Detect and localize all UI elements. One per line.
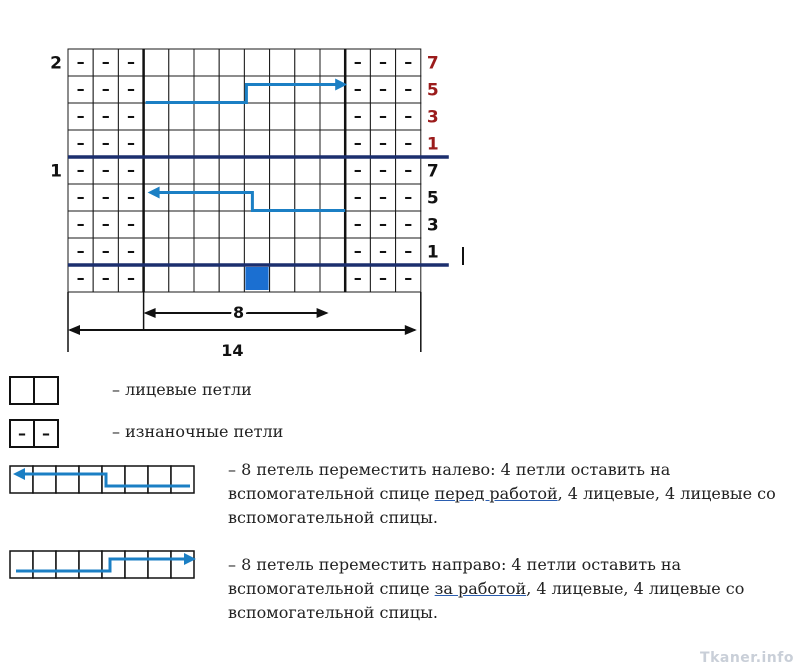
grid-cell [194, 103, 219, 130]
grid-cell [320, 103, 345, 130]
grid-cell [144, 238, 169, 265]
purl-symbol: – [404, 214, 413, 234]
purl-symbol: – [404, 268, 413, 288]
cable-left-prefix: – 8 петель переместить налево: 4 петли оставить на вспомогательной спице [228, 460, 671, 503]
legend-knit-text: – лицевые петли [112, 380, 252, 399]
grid-cell [320, 184, 345, 211]
purl-symbol: – [404, 187, 413, 207]
row-number: 5 [426, 80, 439, 101]
grid-cell [194, 211, 219, 238]
purl-symbol: – [353, 241, 362, 261]
purl-symbol: – [353, 133, 362, 153]
grid-cell [169, 265, 194, 292]
purl-symbol: – [127, 214, 135, 234]
legend-knit-cell [10, 377, 34, 404]
grid-cell [219, 49, 244, 76]
purl-symbol: – [353, 160, 362, 180]
grid-cell [244, 76, 269, 103]
grid-cell [295, 130, 320, 157]
purl-symbol: – [76, 106, 85, 126]
grid-cell [219, 184, 244, 211]
purl-symbol: – [127, 79, 135, 99]
row-number: 1 [426, 242, 439, 263]
purl-symbol: – [404, 160, 413, 180]
grid-cell [219, 76, 244, 103]
watermark: Tkaner.info [700, 650, 794, 666]
row-number: 5 [426, 188, 439, 209]
legend-cable-left-cell [33, 466, 56, 493]
grid-cell [270, 103, 295, 130]
purl-symbol: – [379, 160, 387, 180]
purl-symbol: – [404, 133, 413, 153]
row-number: 1 [426, 134, 439, 155]
legend-cable-left-cell [56, 466, 79, 493]
purl-symbol: – [76, 214, 85, 234]
grid-cell [270, 265, 295, 292]
purl-symbol: – [127, 133, 135, 153]
grid-cell [244, 103, 269, 130]
legend-cable-right-cell [79, 551, 102, 578]
legend-cable-right-cell [10, 551, 33, 578]
purl-symbol: – [127, 241, 135, 261]
purl-symbol: – [379, 52, 387, 72]
purl-symbol: – [76, 52, 85, 72]
legend-cable-left-cell [79, 466, 102, 493]
grid-cell [144, 265, 169, 292]
purl-symbol: – [353, 79, 362, 99]
purl-symbol: – [101, 187, 110, 207]
purl-symbol: – [404, 79, 413, 99]
grid-cell [295, 238, 320, 265]
purl-symbol: – [101, 106, 110, 126]
grid-cell [144, 184, 169, 211]
purl-symbol: – [76, 160, 85, 180]
grid-cell [144, 103, 169, 130]
grid-cell [320, 157, 345, 184]
purl-symbol: – [379, 241, 387, 261]
row-number: 3 [426, 215, 439, 236]
grid-cell [169, 130, 194, 157]
filled-cell [245, 267, 268, 290]
grid-cell [194, 265, 219, 292]
legend-cable-left-text [228, 458, 798, 530]
grid-cell [219, 238, 244, 265]
grid-cell [270, 76, 295, 103]
grid-cell [169, 211, 194, 238]
purl-symbol: – [76, 241, 85, 261]
cable-left-suffix: , 4 лицевые, 4 лицевые со вспомогательной спицы. [228, 484, 776, 527]
legend-cable-right-cell [148, 551, 171, 578]
grid-cell [244, 238, 269, 265]
grid-cell [270, 157, 295, 184]
purl-symbol: – [127, 106, 135, 126]
grid-cell [169, 238, 194, 265]
grid-cell [169, 157, 194, 184]
grid-cell [295, 103, 320, 130]
legend-cable-right-cell [56, 551, 79, 578]
legend-cable-left-cell [171, 466, 194, 493]
purl-symbol: – [379, 187, 387, 207]
grid-cell [270, 49, 295, 76]
grid-cell [244, 49, 269, 76]
dim-inner-arrow-head-right [317, 308, 329, 318]
dim-total-label: 14 [221, 341, 244, 360]
grid-cell [244, 130, 269, 157]
purl-symbol: – [379, 214, 387, 234]
legend-cable-right-text [228, 553, 798, 625]
grid-cell [320, 130, 345, 157]
grid-cell [320, 49, 345, 76]
grid-cell [169, 76, 194, 103]
purl-symbol: – [127, 268, 135, 288]
legend-cable-right-cell [33, 551, 56, 578]
legend-cable-right-cell [171, 551, 194, 578]
grid-cell [295, 184, 320, 211]
grid-cell [244, 211, 269, 238]
purl-symbol: – [101, 133, 110, 153]
legend-cable-left-cell [148, 466, 171, 493]
purl-symbol: – [379, 106, 387, 126]
cable-left-link: перед работой [434, 484, 558, 503]
legend-purl-symbol: – [18, 424, 26, 443]
purl-symbol: – [127, 187, 135, 207]
grid-cell [144, 76, 169, 103]
grid-cell [295, 157, 320, 184]
purl-symbol: – [353, 52, 362, 72]
purl-symbol: – [127, 52, 135, 72]
grid-cell [169, 103, 194, 130]
purl-symbol: – [76, 79, 85, 99]
purl-symbol: – [101, 268, 110, 288]
purl-symbol: – [101, 52, 110, 72]
purl-symbol: – [101, 160, 110, 180]
purl-symbol: – [379, 268, 387, 288]
grid-cell [270, 238, 295, 265]
dim-inner-arrow-head-left [144, 308, 156, 318]
grid-cell [144, 49, 169, 76]
grid-cell [194, 76, 219, 103]
legend-knit-cell [34, 377, 58, 404]
grid-cell [320, 265, 345, 292]
cable-right-suffix: , 4 лицевые, 4 лицевые со вспомогательной спицы. [228, 579, 745, 622]
grid-cell [169, 184, 194, 211]
purl-symbol: – [76, 268, 85, 288]
purl-symbol: – [76, 187, 85, 207]
grid-cell [320, 211, 345, 238]
grid-cell [295, 49, 320, 76]
purl-symbol: – [379, 79, 387, 99]
purl-symbol: – [353, 268, 362, 288]
purl-symbol: – [404, 52, 413, 72]
grid-cell [219, 130, 244, 157]
dim-total-arrow-head-right [405, 325, 417, 335]
legend-purl-text: – изнаночные петли [112, 422, 284, 441]
grid-cell [270, 184, 295, 211]
legend-cable-left-cell [125, 466, 148, 493]
grid-cell [295, 265, 320, 292]
grid-cell [244, 184, 269, 211]
legend-cable-right-cell [102, 551, 125, 578]
cable-right-link: за работой [434, 579, 527, 598]
grid-cell [194, 130, 219, 157]
purl-symbol: – [127, 160, 135, 180]
row-number: 7 [426, 161, 439, 182]
purl-symbol: – [404, 241, 413, 261]
grid-cell [244, 157, 269, 184]
grid-cell [219, 103, 244, 130]
row-number: 7 [426, 53, 439, 74]
purl-symbol: – [101, 214, 110, 234]
grid-cell [320, 76, 345, 103]
grid-cell [194, 157, 219, 184]
row-number: 3 [426, 107, 439, 128]
purl-symbol: – [101, 79, 110, 99]
purl-symbol: – [379, 133, 387, 153]
legend-purl-symbol: – [42, 424, 50, 443]
purl-symbol: – [76, 133, 85, 153]
grid-cell [194, 184, 219, 211]
purl-symbol: – [353, 187, 362, 207]
grid-cell [270, 130, 295, 157]
grid-cell [194, 49, 219, 76]
grid-cell [320, 238, 345, 265]
purl-symbol: – [353, 106, 362, 126]
grid-cell [219, 157, 244, 184]
grid-cell [144, 211, 169, 238]
dim-total-arrow-head-left [68, 325, 80, 335]
grid-cell [219, 265, 244, 292]
purl-symbol: – [353, 214, 362, 234]
grid-cell [194, 238, 219, 265]
grid-cell [295, 76, 320, 103]
legend-cable-right-cell [125, 551, 148, 578]
grid-cell [144, 157, 169, 184]
purl-symbol: – [404, 106, 413, 126]
grid-cell [295, 211, 320, 238]
repeat-label: 2 [50, 53, 62, 74]
grid-cell [219, 211, 244, 238]
purl-symbol: – [101, 241, 110, 261]
grid-cell [270, 211, 295, 238]
dim-inner-label: 8 [233, 303, 245, 322]
cable-right-prefix: – 8 петель переместить направо: 4 петли оставить на вспомогательной спице [228, 555, 682, 598]
repeat-label: 1 [50, 161, 62, 182]
grid-cell [144, 130, 169, 157]
grid-cell [169, 49, 194, 76]
